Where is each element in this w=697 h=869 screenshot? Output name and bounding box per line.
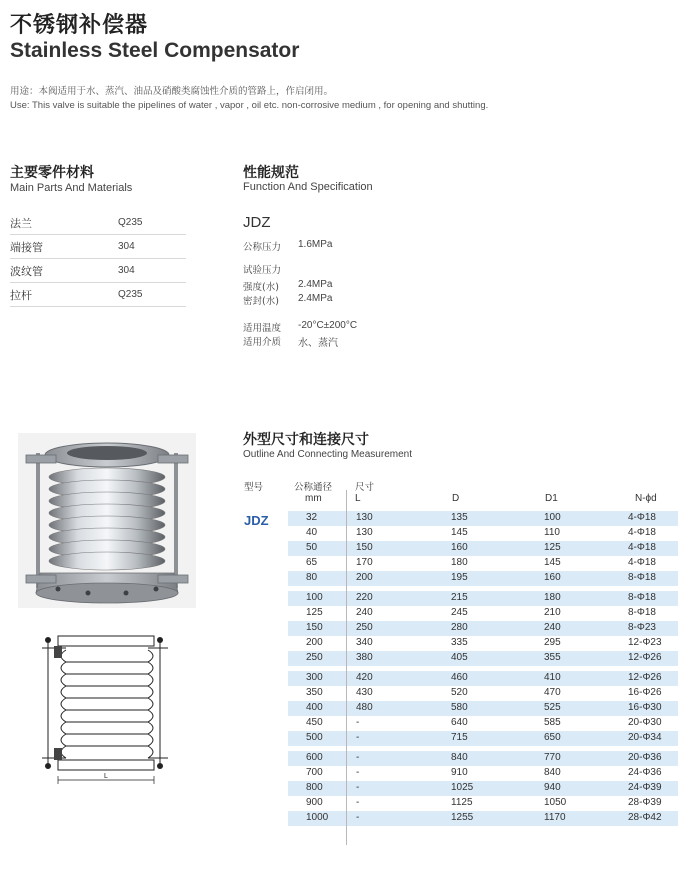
cell-D1: 650 [544,732,561,743]
col-header-model: 型号 [244,482,264,493]
cell-D: 1025 [451,782,474,793]
cell-D: 180 [451,557,468,568]
cell-D: 135 [451,512,468,523]
cell-L: 130 [356,512,373,523]
cell-D1: 1170 [544,812,566,823]
spec-label: 强度(水) [243,282,279,293]
cell-D: 335 [451,637,468,648]
spec-value: -20°C±200°C [298,320,358,331]
cell-L: 420 [356,672,373,683]
spec-heading-cn: 性能规范 [243,165,299,181]
cell-L: 200 [356,572,373,583]
cell-D: 580 [451,702,468,713]
cell-L: 130 [356,527,373,538]
cell-D1: 585 [544,717,561,728]
cell-n: 12-Φ23 [628,637,662,648]
spec-medium [243,334,338,349]
parts-row [10,283,186,307]
cell-L: 170 [356,557,373,568]
col-header-L: L [355,493,361,504]
cell-dn: 400 [306,702,323,713]
spec-value: 1.6MPa [298,239,333,250]
cell-D1: 160 [544,572,561,583]
parts-heading-cn: 主要零件材料 [10,165,94,181]
cell-D: 280 [451,622,468,633]
parts-table [10,211,186,307]
cell-D1: 240 [544,622,561,633]
cell-n: 24-Φ36 [628,767,662,778]
cell-D: 405 [451,652,468,663]
cell-D1: 125 [544,542,561,553]
cell-n: 4-Φ18 [628,557,656,568]
cell-n: 12-Φ26 [628,672,662,683]
col-header-size: 尺寸 [355,482,375,493]
cell-dn: 900 [306,797,323,808]
cell-dn: 600 [306,752,323,763]
part-material: Q235 [118,289,143,300]
cell-dn: 100 [306,592,323,603]
cell-n: 4-Φ18 [628,527,656,538]
cell-D: 195 [451,572,468,583]
cell-n: 28-Φ39 [628,797,662,808]
part-material: Q235 [118,217,143,228]
col-header-dn: 公称通径 [294,482,333,493]
cell-n: 16-Φ26 [628,687,662,698]
col-header-D1: D1 [545,493,558,504]
usage-text-cn: 用途：本阀适用于水、蒸汽、油品及硝酸类腐蚀性介质的管路上，作启闭用。 [10,86,334,97]
cell-dn: 40 [306,527,318,538]
spec-label: 适用介质 [243,337,282,348]
cell-n: 4-Φ18 [628,512,656,523]
column-divider [346,490,347,845]
dimensions-heading-en: Outline And Connecting Measurement [243,449,412,460]
cell-n: 4-Φ18 [628,542,656,553]
parts-heading-en: Main Parts And Materials [10,182,133,194]
spec-label: 试验压力 [243,265,282,276]
cell-L: - [356,782,360,793]
spec-label: 适用温度 [243,323,282,334]
cell-D1: 295 [544,637,561,648]
drawing-dimension-label: L [104,773,108,780]
cell-D1: 940 [544,782,561,793]
spec-model: JDZ [243,214,271,231]
cell-D1: 525 [544,702,561,713]
cell-D1: 355 [544,652,561,663]
cell-D: 160 [451,542,468,553]
parts-row [10,211,186,235]
cell-n: 16-Φ30 [628,702,662,713]
cell-D1: 1050 [544,797,567,808]
spec-label: 公称压力 [243,242,282,253]
part-material: 304 [118,265,135,276]
cell-L: 480 [356,702,373,713]
cell-D: 460 [451,672,468,683]
cell-L: 340 [356,637,373,648]
cell-D1: 770 [544,752,561,763]
part-name: 波纹管 [10,264,43,278]
cell-D: 840 [451,752,468,763]
cell-L: - [356,812,360,823]
technical-drawing [38,628,178,788]
cell-dn: 300 [306,672,323,683]
part-material: 304 [118,241,135,252]
cell-dn: 800 [306,782,323,793]
spec-heading-en: Function And Specification [243,181,373,193]
cell-dn: 50 [306,542,318,553]
page-title-cn: 不锈钢补偿器 [10,13,149,38]
cell-n: 20-Φ30 [628,717,662,728]
cell-L: 240 [356,607,373,618]
cell-D: 245 [451,607,468,618]
cell-L: - [356,767,360,778]
cell-D: 215 [451,592,468,603]
cell-D: 715 [451,732,468,743]
spec-nominal-pressure [243,239,332,253]
cell-D1: 145 [544,557,561,568]
cell-D: 640 [451,717,468,728]
cell-L: - [356,797,360,808]
cell-dn: 700 [306,767,323,778]
cell-dn: 65 [306,557,318,568]
spec-temperature [243,320,357,334]
cell-D1: 180 [544,592,561,603]
cell-L: - [356,752,360,763]
table-model-label: JDZ [244,513,269,528]
cell-L: 430 [356,687,373,698]
part-name: 拉杆 [10,288,32,302]
spec-value: 2.4MPa [298,293,333,304]
dimensions-heading-cn: 外型尺寸和连接尺寸 [243,432,369,448]
cell-dn: 80 [306,572,318,583]
cell-n: 8-Φ18 [628,572,656,583]
cell-D: 145 [451,527,468,538]
cell-L: - [356,732,360,743]
part-name: 法兰 [10,216,32,230]
part-name: 端接管 [10,240,43,254]
cell-n: 20-Φ36 [628,752,662,763]
cell-L: 150 [356,542,373,553]
cell-D: 1125 [451,797,473,808]
cell-D: 520 [451,687,468,698]
usage-text-en: Use: This valve is suitable the pipelines of water , vapor , oil etc. non-corrosive medium , for opening and shutting. [10,100,489,111]
cell-D1: 100 [544,512,561,523]
parts-row [10,235,186,259]
cell-n: 24-Φ39 [628,782,662,793]
cell-D: 910 [451,767,468,778]
cell-dn: 1000 [306,812,329,823]
cell-L: 220 [356,592,373,603]
cell-dn: 500 [306,732,323,743]
cell-n: 12-Φ26 [628,652,662,663]
cell-L: 380 [356,652,373,663]
cell-L: 250 [356,622,373,633]
product-photo [18,433,196,608]
cell-dn: 250 [306,652,323,663]
cell-D1: 470 [544,687,561,698]
cell-n: 20-Φ34 [628,732,662,743]
col-header-D: D [452,493,460,504]
spec-label: 密封(水) [243,296,279,307]
cell-D1: 110 [544,527,560,538]
cell-dn: 150 [306,622,323,633]
cell-n: 8-Φ18 [628,607,656,618]
col-header-dn-unit: mm [305,493,322,504]
col-header-n: N-ϕd [635,493,657,504]
spec-test-pressure [243,262,298,276]
spec-value: 2.4MPa [298,279,333,290]
cell-D1: 210 [544,607,561,618]
spec-value: 水、蒸汽 [298,338,338,349]
cell-n: 8-Φ23 [628,622,656,633]
spec-seal [243,293,332,307]
cell-L: - [356,717,360,728]
spec-strength [243,279,332,293]
cell-dn: 450 [306,717,323,728]
cell-dn: 32 [306,512,318,523]
cell-dn: 200 [306,637,323,648]
cell-D: 1255 [451,812,474,823]
cell-dn: 125 [306,607,323,618]
cell-n: 28-Φ42 [628,812,662,823]
cell-n: 8-Φ18 [628,592,656,603]
cell-dn: 350 [306,687,323,698]
page-title-en: Stainless Steel Compensator [10,39,300,62]
cell-D1: 410 [544,672,561,683]
cell-D1: 840 [544,767,561,778]
parts-row [10,259,186,283]
